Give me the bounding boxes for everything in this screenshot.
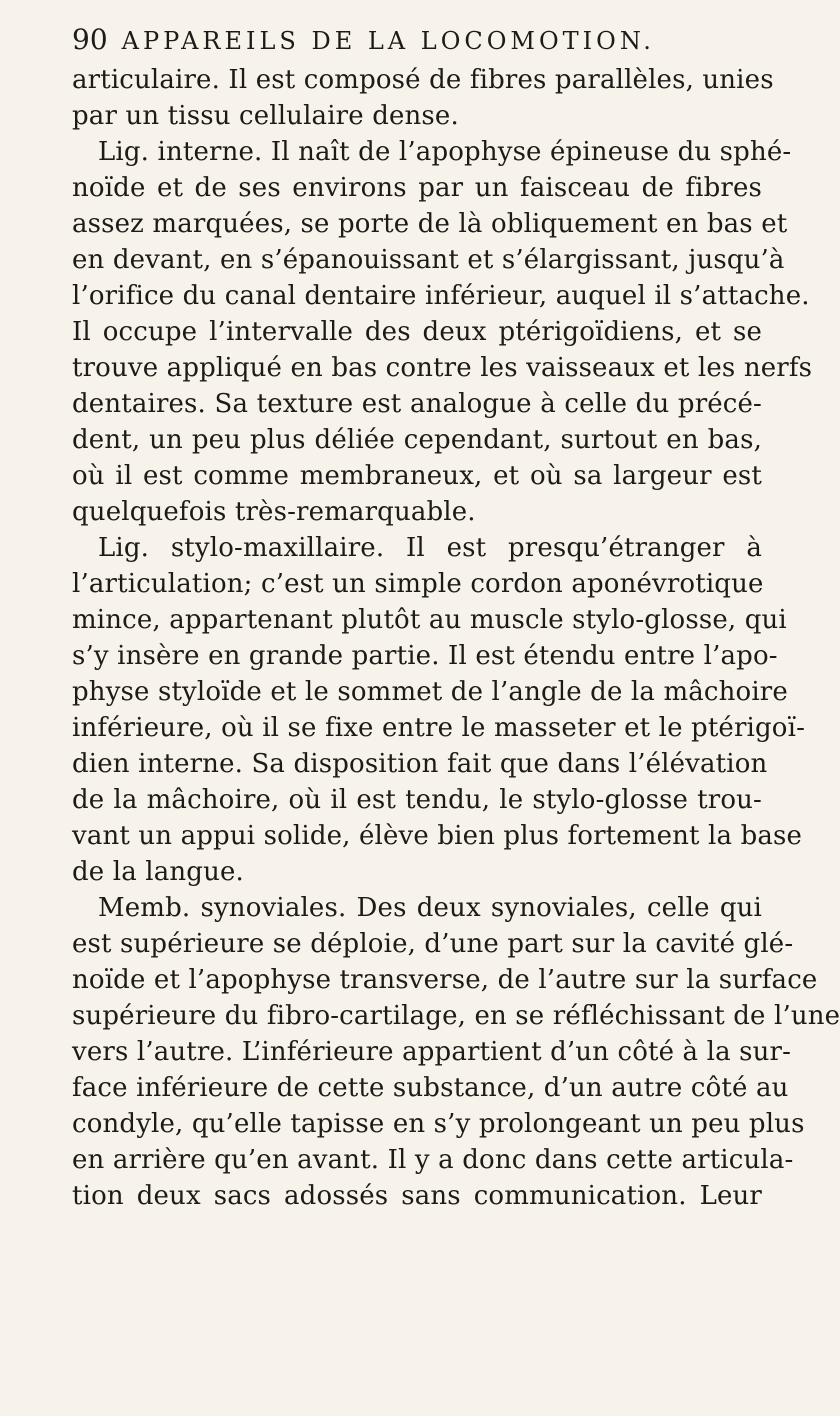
text-line: physe styloïde et le sommet de l’angle de la mâchoire: [72, 677, 788, 707]
text-line: l’orifice du canal dentaire inférieur, auquel il s’attache.: [72, 281, 810, 311]
text-line: face inférieure de cette substance, d’un autre côté au: [72, 1073, 789, 1103]
text-line: Memb. synoviales. Des deux synoviales, celle qui: [98, 893, 762, 923]
text-line: Lig. stylo-maxillaire. Il est presqu’étranger à: [98, 533, 762, 563]
text-line: assez marquées, se porte de là obliquement en bas et: [72, 209, 788, 239]
text-line: vers l’autre. L’inférieure appartient d’un côté à la sur-: [72, 1037, 792, 1067]
paragraph-ligament-interne: [72, 134, 813, 530]
text-line: dent, un peu plus déliée cependant, surtout en bas,: [72, 425, 762, 455]
text-line: noïde et de ses environs par un faisceau de fibres: [72, 173, 762, 203]
text-line: articulaire. Il est composé de fibres parallèles, unies: [72, 65, 774, 95]
text-line: où il est comme membraneux, et où sa largeur est: [72, 461, 762, 491]
text-line: dentaires. Sa texture est analogue à celle du précé-: [72, 389, 762, 419]
text-line: Il occupe l’intervalle des deux ptérigoïdiens, et se: [72, 317, 762, 347]
running-head: APPAREILS DE LA LOCOMOTION.: [121, 27, 655, 55]
text-line: supérieure du fibro-cartilage, en se réfléchissant de l’une: [72, 1001, 840, 1031]
text-line: de la langue.: [72, 857, 244, 887]
text-line: mince, appartenant plutôt au muscle stylo-glosse, qui: [72, 605, 787, 635]
paragraph-ligament-stylo-maxillaire: [72, 530, 806, 890]
text-line: par un tissu cellulaire dense.: [72, 101, 459, 131]
text-line: vant un appui solide, élève bien plus fortement la base: [72, 821, 803, 851]
text-line: en arrière qu’en avant. Il y a donc dans cette articula-: [72, 1145, 794, 1175]
text-line: Lig. interne. Il naît de l’apophyse épineuse du sphé-: [98, 137, 792, 167]
paragraph-1: [72, 62, 774, 134]
paragraph-membranes-synoviales: [72, 890, 840, 1214]
text-line: noïde et l’apophyse transverse, de l’autre sur la surface: [72, 965, 818, 995]
page-header: [72, 18, 762, 62]
document-page: [72, 18, 840, 1403]
text-line: tion deux sacs adossés sans communication. Leur: [72, 1181, 762, 1211]
text-line: trouve appliqué en bas contre les vaisseaux et les nerfs: [72, 353, 813, 383]
text-line: de la mâchoire, où il est tendu, le stylo-glosse trou-: [72, 785, 762, 815]
text-line: s’y insère en grande partie. Il est étendu entre l’apo-: [72, 641, 778, 671]
text-line: condyle, qu’elle tapisse en s’y prolongeant un peu plus: [72, 1109, 805, 1139]
text-line: l’articulation; c’est un simple cordon aponévrotique: [72, 569, 764, 599]
text-line: dien interne. Sa disposition fait que dans l’élévation: [72, 749, 768, 779]
text-line: quelquefois très-remarquable.: [72, 497, 476, 527]
text-line: en devant, en s’épanouissant et s’élargissant, jusqu’à: [72, 245, 785, 275]
text-line: inférieure, où il se fixe entre le masseter et le ptérigoï-: [72, 713, 806, 743]
page-body: [72, 62, 840, 1214]
page-number: 90: [72, 23, 108, 56]
text-line: est supérieure se déploie, d’une part sur la cavité glé-: [72, 929, 794, 959]
